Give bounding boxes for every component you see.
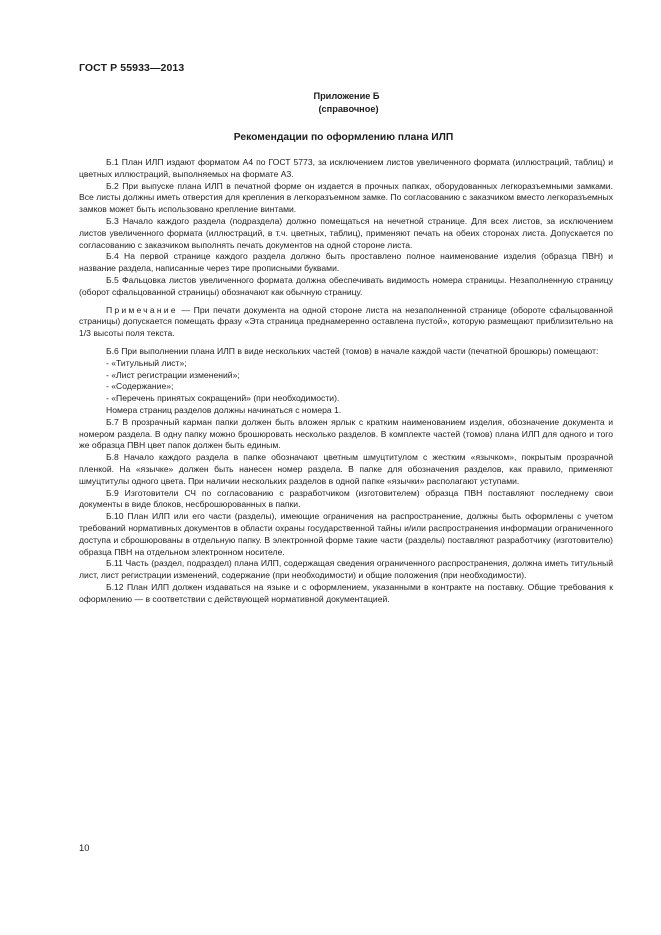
paragraph-b2: Б.2 При выпуске плана ИЛП в печатной форме он издается в прочных папках, оборудованных легкоразъемными замками. Все листы должны иметь отверстия для крепления в легкоразъемном замке. По согласованию с заказчиком вместо легкоразъемных замков может быть использовано крепление винтами. <box>79 180 613 215</box>
list-item: - «Титульный лист»; <box>106 357 187 368</box>
list-item: - «Лист регистрации изменений»; <box>106 369 240 380</box>
paragraph-b8: Б.8 Начало каждого раздела в папке обозначают цветным шмуцтитулом с жестким «язычком», покрытым прозрачной пленкой. На «язычке» должен быть нанесен номер раздела. В папке для обозначения разделов, как правило, применяют шмуцтитулы одного цвета. При наличии нескольких разделов в одной папке «язычки» располагают уступами. <box>79 452 613 486</box>
page-number: 10 <box>79 842 90 853</box>
section-title: Рекомендации по оформлению плана ИЛП <box>233 132 454 143</box>
paragraph-b6-tail: Номера страниц разделов должны начинаться с номера 1. <box>106 404 342 415</box>
note-label: Примечание <box>106 304 178 315</box>
standard-header: ГОСТ Р 55933—2013 <box>79 62 185 74</box>
paragraph-b12: Б.12 План ИЛП должен издаваться на языке и с оформлением, указанными в контракте на поставку. Общие требования к оформлению — в соответствии с действующей нормативной документацией. <box>79 581 613 604</box>
paragraph-b5: Б.5 Фальцовка листов увеличенного формата должна обеспечивать видимость номера страницы. Незаполненную страницу (оборот сфальцованной страницы) обозначают как обычную страницу. <box>79 274 613 297</box>
paragraph-b7: Б.7 В прозрачный карман папки должен быть вложен ярлык с кратким наименованием изделия, обозначение документа и номером раздела. В одну папку можно брошюровать несколько разделов. В комплекте частей (томов) плана ИЛП для одного и того же образца ПВН цвет папок должен быть единым. <box>79 416 613 451</box>
annex-heading <box>0 90 661 116</box>
paragraph-b11: Б.11 Часть (раздел, подраздел) плана ИЛП, содержащая сведения ограниченного распространения, должна иметь титульный лист, лист регистрации изменений, содержание (при необходимости) и общие положения (при необходимости). <box>79 558 613 581</box>
annex-title: Приложение Б <box>313 91 380 101</box>
paragraph-b4: Б.4 На первой странице каждого раздела должно быть проставлено полное наименование изделия (образца ПВН) и название раздела, написанные через тире прописными буквами. <box>79 251 613 274</box>
list-item: - «Перечень принятых сокращений» (при необходимости). <box>106 393 340 404</box>
paragraph-b10: Б.10 План ИЛП или его части (разделы), имеющие ограничения на распространение, должны быть оформлены с учетом требований нормативных документов в области охраны государственной тайны и/или распространения информации ограниченного доступа и сброшюрованы в отдельную папку. В электронной форме такие части (разделы) поставляют разработчику (изготовителю) образца ПВН на отдельном электронном носителе. <box>79 511 613 557</box>
paragraph-b9: Б.9 Изготовители СЧ по согласованию с разработчиком (изготовителем) образца ПВН поставляют последнему свои документы в виде блоков, несброшюрованных в папки. <box>79 487 613 510</box>
paragraph-b1: Б.1 План ИЛП издают форматом А4 по ГОСТ 5773, за исключением листов увеличенного формата (иллюстраций, таблиц) и цветных иллюстраций, выполняемых на формате А3. <box>79 157 613 179</box>
document-body <box>79 157 613 605</box>
annex-type: (справочное) <box>318 104 379 114</box>
note <box>79 305 613 340</box>
list-item: - «Содержание»; <box>106 381 174 392</box>
note-text: — При печати документа на одной стороне листа на незаполненной странице (обороте сфальцованной страницы) допускается помещать фразу «Эта страница преднамеренно оставлена пустой», которую размещают приблизительно на 1/3 высоты поля текста. <box>79 304 613 339</box>
paragraph-b6: Б.6 При выполнении плана ИЛП в виде нескольких частей (томов) в начале каждой части (печатной брошюры) помещают: <box>106 345 599 356</box>
paragraph-b3: Б.3 Начало каждого раздела (подраздела) должно помещаться на нечетной странице. Для всех листов, за исключением листов увеличенного формата (иллюстраций, в т.ч. цветных, таблиц), применяют печать на обеих сторонах листа. Допускается по согласованию с заказчиком выполнять печать документов на одной стороне листа. <box>79 215 613 250</box>
